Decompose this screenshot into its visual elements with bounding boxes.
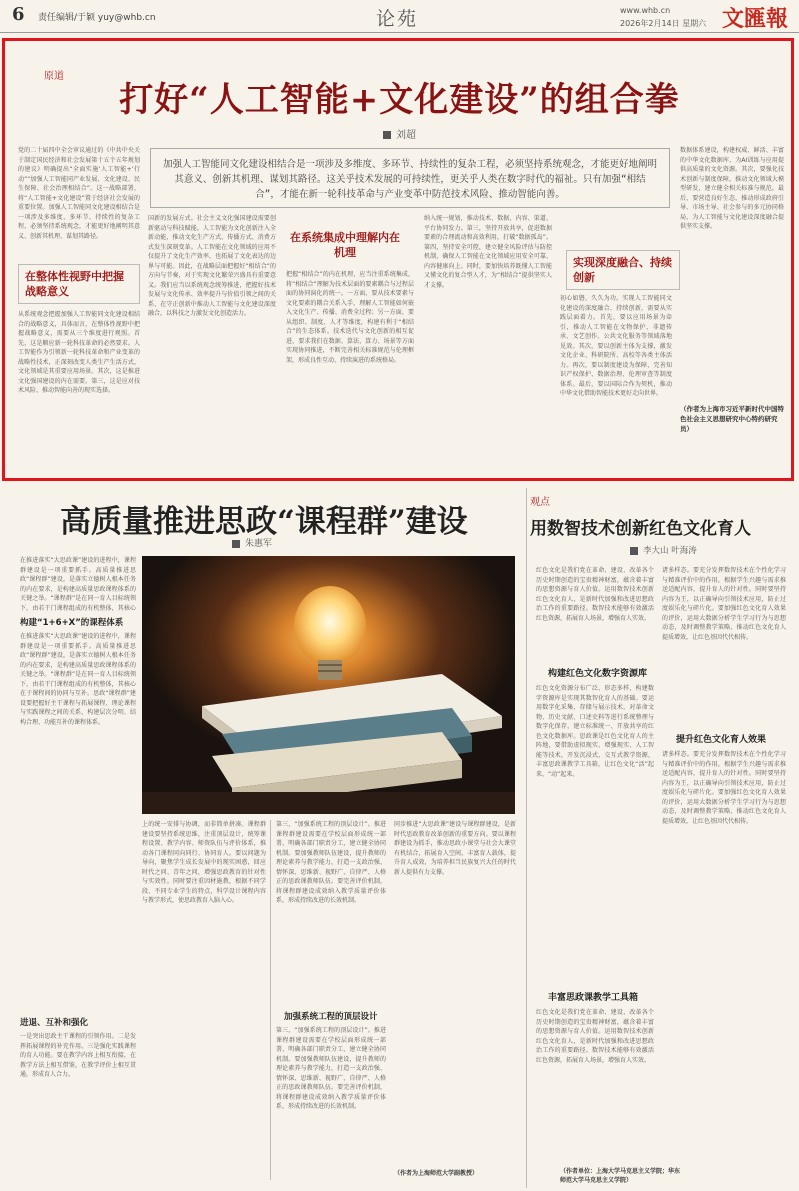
article1-col4: 纳入统一规划，推动技术、数据、内容、渠道、平台协同发力。第三，坚持开放共享，促进数据要素的合理流动和高效利用，打破“数据孤岛”。第四，坚持安全可控，建立健全风险评估与防控机制，确保人工智能在文化领域应用安全可靠、内容健康向上。同时，要加快培养既懂人工智能又懂文化的复合型人才，为“相结合”提供坚实人才支撑。 bbox=[424, 215, 552, 289]
page-number: 6 bbox=[12, 4, 25, 25]
article1-subhead-2: 在系统集成中理解内在机理 bbox=[290, 231, 400, 259]
column-divider bbox=[270, 820, 271, 1180]
issue-date: 2026年2月14日 星期六 bbox=[620, 19, 707, 28]
article3-tag: 观点 bbox=[530, 497, 550, 508]
article1-col2: 国新的发展方式。社会主义文化强国建设需要创新驱动与科技赋能。人工智能为文化创新注入全新动能，推动文化生产方式、传播方式、消费方式发生深刻变革。人工智能在文化领域的应用不仅提升了文化生产效率，也拓展了文化表达的边界与可能。因此，在战略层面把握好“相结合”的方向与节奏，对于实现文化繁荣兴盛具有重要意义。我们应当以系统观念统筹推进，把握好技术发展与文化传承、效率提升与价值引领之间的关系，在守正创新中推动人工智能与文化建设深度融合，以科技之力激发文化创造活力。 bbox=[148, 215, 276, 317]
article2-col4: 同步推进“大思政课”建设与课程群建设，是新时代思政教育改革创新的重要方向。要以课程群建设为抓手，推动思政小课堂与社会大课堂有机结合，拓展育人空间，丰富育人载体，提升育人成效，为培养担当民族复兴大任的时代新人提供有力支撑。 bbox=[394, 821, 516, 876]
article1-credit: （作者为上海市习近平新时代中国特色社会主义思想研究中心特约研究员） bbox=[680, 405, 784, 433]
site-url: www.whb.cn bbox=[620, 6, 671, 15]
section-name: 论苑 bbox=[376, 8, 419, 30]
article2-byline: 朱惠军 bbox=[232, 536, 272, 549]
article3-col2: 诸多样态。要充分发挥数智技术在个性化学习与精准评价中的作用，根据学生兴趣与需求推送适配内容，提升育人的针对性。同时要坚持内容为王，以正确导向引领技术应用，防止过度娱乐化与碎片化。要加强红色文化育人效果的评价，运用大数据分析学生学习行为与思想动态，及时调整教学策略，推动红色文化育人提质增效，让红色基因代代相传。 bbox=[662, 567, 786, 641]
article1-col5: 初心如磐，久久为功。实现人工智能同文化建设的深度融合、持续创新，需要从实践层面着力。首先，要以应用场景为牵引，推动人工智能在文物保护、非遗传承、文艺创作、公共文化服务等领域落地见效。其次，要以创新主体为支撑，激发文化企业、科研院所、高校等各类主体活力。再次，要以制度建设为保障，完善知识产权保护、数据治理、伦理审查等制度体系。最后，要以国际合作为契机，推动中华文化借助智能技术更好走向世界。 bbox=[560, 295, 672, 397]
article3-col1: 红色文化是我们党在革命、建设、改革各个历史时期创造的宝贵精神财富，蕴含着丰富的思想资源与育人价值。运用数智技术创新红色文化育人，是新时代加强和改进思想政治工作的重要路径。数智技术能够有效激活红色资源，拓展育人场景，增强育人实效。 bbox=[536, 567, 654, 622]
article2-col3b: 第三，“加强系统工程的顶层设计”。推进课程群建设需要在学校层面形成统一部署，明确各部门职责分工，建立健全协同机制。要加强教师队伍建设，提升教师的理论素养与教学能力，打造一支政治强、情怀深、思维新、视野广、自律严、人格正的思政课教师队伍。要完善评价机制，将课程群建设成效纳入教学质量评价体系，形成持续改进的长效机制。 bbox=[276, 1027, 386, 1110]
lightbulb-books-illustration bbox=[142, 556, 515, 814]
article2-col1-body: 在推进落实“大思政课”建设的进程中，课程群建设是一项重要抓手。高质量推进思政“课程群”建设，是落实立德树人根本任务的内在要求，是构建高质量思政课程体系的关键之举。“课程群”是在同一育人目标统领下，由若干门课程组成的有机整体，其核心在于课程间的协同与互补。思政“课程群”建设要把握好主干课程与拓展课程、理论课程与实践课程之间的关系，构建层次分明、结构合理、功能互补的课程体系。 bbox=[20, 633, 136, 726]
article3-byline: 李大山 叶海涛 bbox=[630, 544, 697, 556]
article2-title[interactable]: 高质量推进思政“课程群”建设 bbox=[60, 504, 468, 540]
article3-credit: （作者单位：上海大学马克思主义学院；华东师范大学马克思主义学院） bbox=[560, 1168, 681, 1184]
article1-title[interactable]: 打好“人工智能+文化建设”的组合拳 bbox=[119, 80, 680, 120]
byline-square-icon bbox=[232, 540, 240, 548]
article1-col1: 党的二十届四中全会审议通过的《中共中央关于制定国民经济和社会发展第十五个五年规划的建议》明确提出“全面实施‘人工智能+’行动”“加强人工智能同产业发展、文化建设、民生保障、社会治理相结合”。这一战略部署，将“人工智能+文化建设”置于经济社会发展的重要位置。加强人工智能同文化建设相结合是一项涉及多维度、多环节、持续性的复杂工程，必须坚持系统观念，才能更好地阐明其意义、创新其机理、谋划其路径。 bbox=[18, 147, 140, 240]
article1-col1b: 从系统观念把握加强人工智能同文化建设相结合的战略意义，具体而言，在整体性视野中把握战略意义，需要从三个维度进行观照。首先，这是顺应新一轮科技革命的必然要求。人工智能作为引领新一轮科技革命和产业变革的战略性技术，正深刻改变人类生产生活方式，文化领域是其重要应用场景。其次，这是推进文化强国建设的内在需要。第三，这是应对技术风险、推动智能向善的现实选择。 bbox=[18, 311, 140, 394]
article1-byline: 刘超 bbox=[0, 126, 799, 141]
article1-col3: 把握“相结合”的内在机理，应当注重系统集成，将“相结合”理解为技术层面的要素耦合与过程层面的协同演化的统一。一方面，要从技术要素与文化要素的耦合关系入手，理解人工智能如何嵌入文化生产、传播、消费全过程；另一方面，要从组织、制度、人才等维度，构建有利于“相结合”的生态体系。技术迭代与文化创新的相互促进，要求我们在数据、算法、算力、场景等方面实现协同推进，不断完善相关标准规范与伦理框架，形成良性互动、持续演进的系统格局。 bbox=[286, 271, 414, 364]
article3-section-1: 构建红色文化数字资源库 bbox=[548, 669, 648, 679]
article3-section-3: 提升红色文化育人效果 bbox=[676, 735, 767, 745]
byline-square-icon bbox=[630, 547, 638, 555]
article2-col1: 在推进落实“大思政课”建设的进程中，课程群建设是一项重要抓手。高质量推进思政“课程群”建设，是落实立德树人根本任务的内在要求，是构建高质量思政课程体系的关键之举。“课程群”是在同一育人目标统领下，由若干门课程组成的有机整体，其核心 bbox=[20, 557, 136, 612]
newspaper-logo: 文匯報 bbox=[722, 6, 789, 32]
article2-section-1: 构建“1+6+X”的课程体系 bbox=[20, 618, 124, 628]
article3-col2b: 诸多样态。要充分发挥数智技术在个性化学习与精准评价中的作用，根据学生兴趣与需求推送适配内容，提升育人的针对性。同时要坚持内容为王，以正确导向引领技术应用，防止过度娱乐化与碎片化。要加强红色文化育人效果的评价，运用大数据分析学生学习行为与思想动态，及时调整教学策略，推动红色文化育人提质增效，让红色基因代代相传。 bbox=[662, 751, 786, 825]
article2-col2: 上的统一安排与协调，而非简单拼凑。课程群建设要坚持系统思维，注重顶层设计，统筹课程设置、教学内容、师资队伍与评价体系，推动各门课程同向同行、协同育人。要以问题为导向，聚焦学生成长发展中的现实困惑，回应时代之问、青年之问，增强思政教育的针对性与实效性。同时要注重因材施教，根据不同学段、不同专业学生的特点，科学设计课程内容与教学形式，使思政教育入脑入心。 bbox=[142, 821, 266, 904]
article2-col3: 第三，“加强系统工程的顶层设计”。推进课程群建设需要在学校层面形成统一部署，明确各部门职责分工，建立健全协同机制。要加强教师队伍建设，提升教师的理论素养与教学能力，打造一支政治强、情怀深、思维新、视野广、自律严、人格正的思政课教师队伍。要完善评价机制，将课程群建设成效纳入教学质量评价体系，形成持续改进的长效机制。 bbox=[276, 821, 386, 904]
highlight-box bbox=[2, 38, 794, 481]
article3-col1c: 红色文化是我们党在革命、建设、改革各个历史时期创造的宝贵精神财富，蕴含着丰富的思想资源与育人价值。运用数智技术创新红色文化育人，是新时代加强和改进思想政治工作的重要路径。数智技术能够有效激活红色资源，拓展育人场景，增强育人实效。 bbox=[536, 1009, 654, 1064]
article1-tag: 原道 bbox=[44, 71, 64, 82]
article-divider bbox=[526, 488, 527, 1188]
article2-col1b: 一是突出思政主干课程的引领作用。二是发挥拓展课程的补充作用。三是强化实践课程的育人功能。要在教学内容上相互衔接，在教学方法上相互借鉴，在教学评价上相互贯通，形成育人合力。 bbox=[20, 1033, 136, 1078]
lightbulb-books-photo bbox=[142, 556, 515, 814]
editor-info: 责任编辑/于颖 yuy@whb.cn bbox=[38, 13, 156, 23]
article1-subhead-3: 实现深度融合、持续创新 bbox=[566, 250, 680, 290]
article2-credit: （作者为上海师范大学副教授） bbox=[394, 1170, 479, 1177]
article3-col1b: 红色文化资源分布广泛、形态多样，构建数字资源库是实现其数智化育人的基础。要运用数字化采集、存储与展示技术，对革命文物、历史文献、口述史料等进行系统整理与数字化保存，建立标准统一、开放共享的红色文化数据库。思政课是红色文化育人的主阵地，要借助虚拟现实、增强现实、人工智能等技术，开发沉浸式、交互式教学资源，丰富思政课教学工具箱，让红色文化“活”起来、“动”起来。 bbox=[536, 685, 654, 778]
article3-section-2: 丰富思政课教学工具箱 bbox=[548, 993, 639, 1003]
article2-section-3: 加强系统工程的顶层设计 bbox=[284, 1012, 378, 1022]
article2-section-2: 进退、互补和强化 bbox=[20, 1018, 89, 1028]
article1-col6: 数据体系建设，构建权威、鲜活、丰富的中华文化数据库，为AI训练与应用提供高质量的文化资源。其次，要强化技术创新与制度保障，推动文化领域大模型研发，建立健全相关标准与规范。最后，要营造良好生态，推动形成政府引导、市场主导、社会参与的多元协同格局，为人工智能与文化建设深度融合提供坚实支撑。 bbox=[680, 147, 784, 230]
article1-subhead-1: 在整体性视野中把握战略意义 bbox=[18, 264, 140, 304]
article3-title[interactable]: 用数智技术创新红色文化育人 bbox=[530, 519, 751, 539]
article1-abstract: 加强人工智能同文化建设相结合是一项涉及多维度、多环节、持续性的复杂工程，必须坚持系统观念，才能更好地阐明其意义、创新其机理、谋划其路径。这关乎技术发展的可持续性，更关乎人类在数字时代的福祉。只有加强“相结合”，才能在新一轮科技革命与产业变革中防范技术风险、推动智能向善。 bbox=[150, 148, 670, 208]
